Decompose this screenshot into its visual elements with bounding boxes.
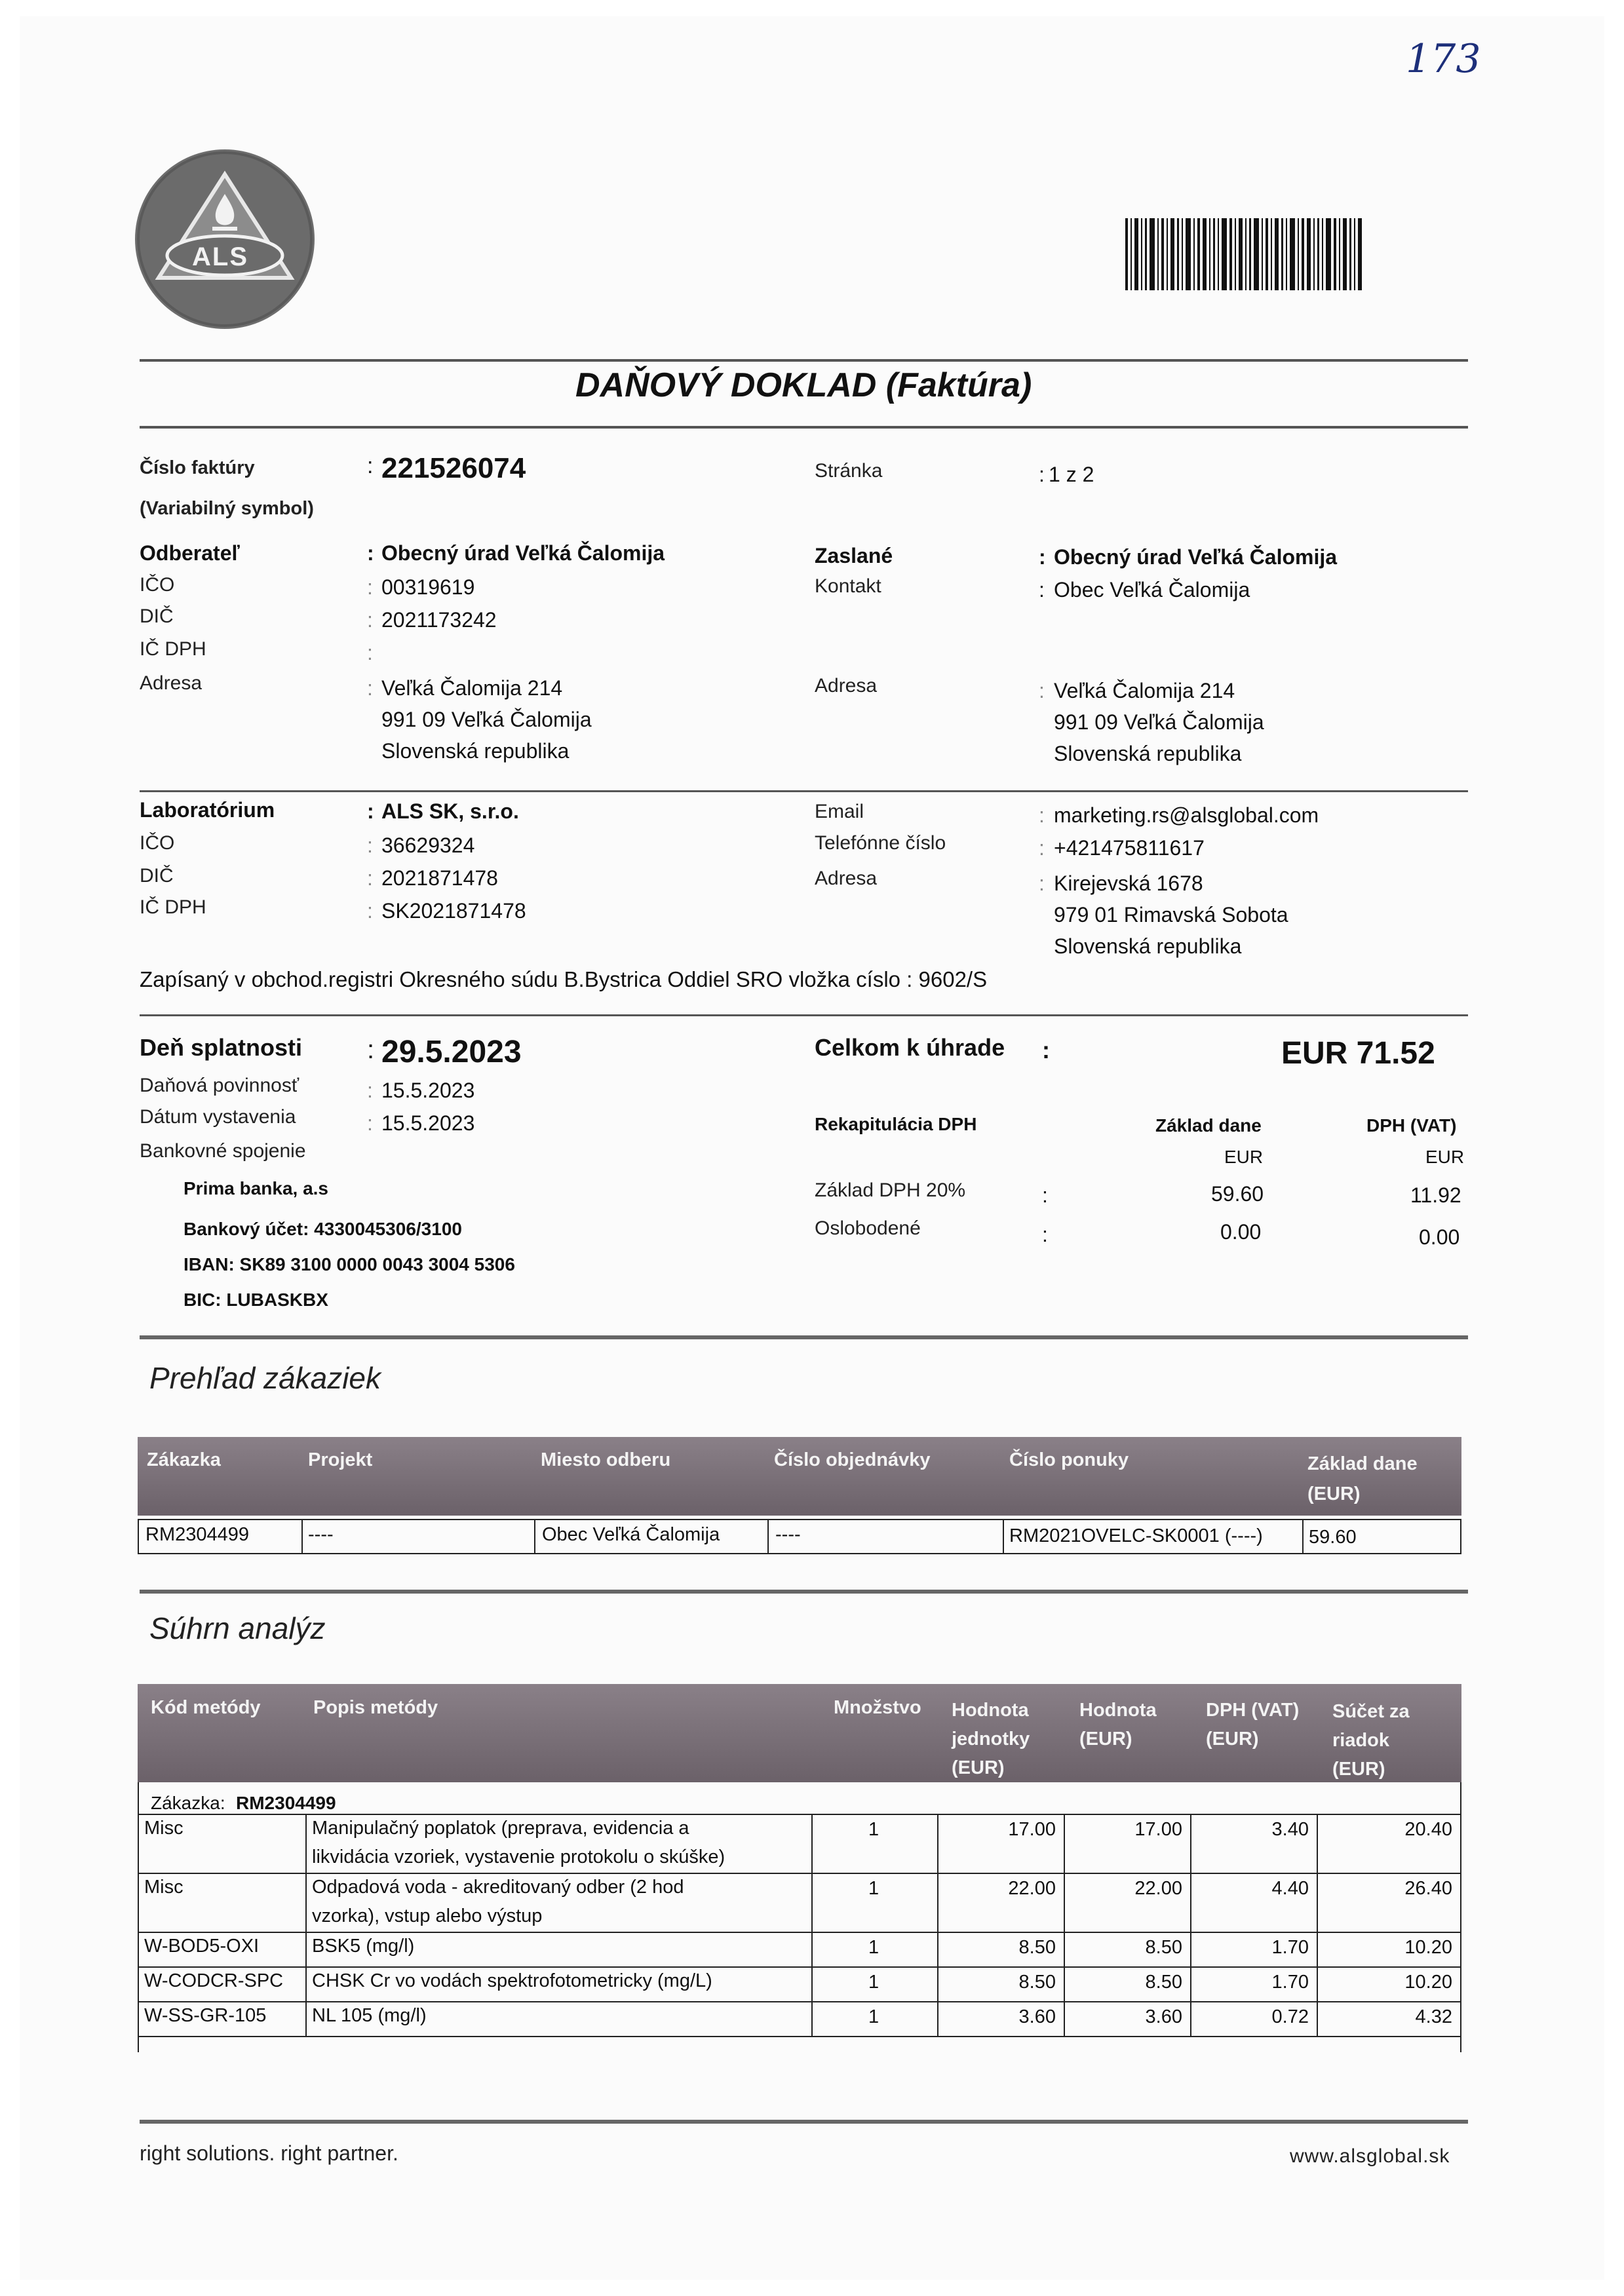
analyses-row-divider bbox=[305, 1814, 307, 1873]
customer-address-label: Adresa bbox=[140, 672, 203, 694]
analyses-header-desc: Popis metódy bbox=[313, 1697, 438, 1718]
lab-email-label: Email bbox=[815, 801, 864, 822]
barcode-bar bbox=[1334, 218, 1336, 290]
barcode-bar bbox=[1354, 218, 1355, 290]
lab-dic-colon: : bbox=[367, 866, 373, 890]
barcode-bar bbox=[1182, 218, 1183, 290]
tax-date-colon: : bbox=[367, 1079, 373, 1102]
issue-date-label: Dátum vystavenia bbox=[140, 1106, 296, 1128]
barcode-bar bbox=[1235, 218, 1236, 290]
lab-address-colon: : bbox=[1039, 871, 1045, 895]
footer-website[interactable]: www.alsglobal.sk bbox=[1290, 2145, 1450, 2167]
vat-amount-cell: 1.70 bbox=[1271, 1972, 1309, 1993]
als-logo bbox=[135, 149, 315, 329]
vat-row-label: Oslobodené bbox=[815, 1217, 921, 1239]
orders-section-title: Prehľad zákaziek bbox=[149, 1361, 381, 1395]
quantity-cell: 1 bbox=[868, 2006, 880, 2027]
sum-amount-cell: 26.40 bbox=[1404, 1878, 1452, 1899]
barcode-bar bbox=[1245, 218, 1247, 290]
vat-base-header: Základ dane bbox=[1155, 1115, 1262, 1136]
shipped-address-colon: : bbox=[1039, 679, 1045, 702]
vat-row-base: 0.00 bbox=[1220, 1220, 1262, 1244]
orders-section-rule bbox=[140, 1335, 1468, 1339]
customer-address-line: Slovenská republika bbox=[381, 739, 570, 763]
barcode-bar bbox=[1298, 218, 1299, 290]
method-desc-cell: likvidácia vzoriek, vystavenie protokolu o skúške) bbox=[312, 1846, 725, 1867]
method-code-cell: W-BOD5-OXI bbox=[144, 1936, 260, 1957]
lab-colon: : bbox=[367, 799, 374, 823]
analyses-row-divider bbox=[138, 1873, 139, 1932]
analyses-row-divider bbox=[1460, 1966, 1461, 2001]
shipped-contact-label: Kontakt bbox=[815, 575, 881, 597]
analyses-row-divider bbox=[138, 1932, 139, 1966]
customer-dic-label: DIČ bbox=[140, 605, 174, 627]
customer-address-line: 991 09 Veľká Čalomija bbox=[381, 708, 592, 731]
lab-icdph: SK2021871478 bbox=[381, 899, 526, 923]
analyses-row-top bbox=[138, 1966, 1461, 1968]
barcode bbox=[1125, 218, 1466, 290]
analyses-row-divider bbox=[811, 2001, 813, 2036]
barcode-bar bbox=[1286, 218, 1287, 290]
orders-header-cell: Miesto odberu bbox=[541, 1449, 671, 1470]
analyses-header-unit: Hodnota bbox=[952, 1700, 1029, 1721]
analyses-table-bottom bbox=[138, 2036, 1461, 2037]
vat-amount-cell: 0.72 bbox=[1271, 2006, 1309, 2027]
lab-icdph-label: IČ DPH bbox=[140, 896, 206, 918]
issue-date: 15.5.2023 bbox=[381, 1111, 475, 1135]
orders-row-top bbox=[138, 1519, 1461, 1520]
barcode-bar bbox=[1167, 218, 1168, 290]
analyses-header-unit: jednotky bbox=[952, 1729, 1030, 1750]
orders-header-cell: Základ dane bbox=[1307, 1453, 1418, 1474]
value-amount-cell: 3.60 bbox=[1145, 2006, 1182, 2027]
analyses-header-value: (EUR) bbox=[1079, 1729, 1132, 1750]
shipped-name: Obecný úrad Veľká Čalomija bbox=[1054, 545, 1338, 569]
lab-phone: +421475811617 bbox=[1054, 836, 1205, 860]
barcode-bar bbox=[1317, 218, 1319, 290]
vat-row-colon: : bbox=[1042, 1223, 1048, 1246]
customer-address-line: Veľká Čalomija 214 bbox=[381, 676, 563, 700]
barcode-bar bbox=[1290, 218, 1295, 290]
analyses-header-sum: Súčet za bbox=[1332, 1701, 1410, 1722]
analyses-row-divider bbox=[138, 1966, 139, 2001]
lab-label: Laboratórium bbox=[140, 798, 275, 822]
barcode-bar bbox=[1177, 218, 1179, 290]
method-desc-cell: BSK5 (mg/l) bbox=[312, 1936, 415, 1957]
order-base-cell: 59.60 bbox=[1309, 1527, 1357, 1548]
analyses-order-label: Zákazka: bbox=[151, 1793, 225, 1813]
method-code-cell: W-SS-GR-105 bbox=[144, 2005, 267, 2026]
vat-row-base: 59.60 bbox=[1211, 1182, 1264, 1206]
barcode-bar bbox=[1125, 218, 1128, 290]
vat-row-colon: : bbox=[1042, 1183, 1048, 1207]
shipped-label: Zaslané bbox=[815, 544, 893, 567]
title-bottom-rule bbox=[140, 426, 1468, 429]
shipped-address-label: Adresa bbox=[815, 675, 878, 697]
barcode-bar bbox=[1271, 218, 1272, 290]
value-amount-cell: 8.50 bbox=[1145, 1972, 1182, 1993]
shipped-address-line: 991 09 Veľká Čalomija bbox=[1054, 710, 1264, 734]
orders-row-bottom bbox=[138, 1553, 1461, 1554]
lab-phone-label: Telefónne číslo bbox=[815, 832, 946, 854]
lab-name: ALS SK, s.r.o. bbox=[381, 799, 519, 823]
orders-header-cell: Číslo objednávky bbox=[774, 1449, 931, 1470]
barcode-bar bbox=[1229, 218, 1232, 290]
barcode-bar bbox=[1157, 218, 1159, 290]
barcode-bar bbox=[1281, 218, 1283, 290]
barcode-bar bbox=[1170, 218, 1174, 290]
tax-date: 15.5.2023 bbox=[381, 1079, 475, 1102]
customer-icdph-label: IČ DPH bbox=[140, 638, 206, 660]
value-amount-cell: 22.00 bbox=[1134, 1878, 1182, 1899]
orders-row-divider bbox=[534, 1519, 535, 1554]
lab-ico-label: IČO bbox=[140, 832, 175, 854]
customer-address-colon: : bbox=[367, 676, 373, 700]
barcode-bar bbox=[1275, 218, 1279, 290]
vat-vat-currency: EUR bbox=[1425, 1147, 1465, 1167]
analyses-section-rule bbox=[140, 1590, 1468, 1594]
customer-ico-label: IČO bbox=[140, 574, 175, 596]
barcode-bar bbox=[1193, 218, 1195, 290]
shipped-contact: Obec Veľká Čalomija bbox=[1054, 578, 1250, 602]
customer-colon: : bbox=[367, 541, 374, 565]
analyses-row-top bbox=[138, 1814, 1461, 1815]
bank-name: Prima banka, a.s bbox=[184, 1178, 329, 1198]
method-desc-cell: vzorka), vstup alebo výstup bbox=[312, 1905, 543, 1926]
shipped-address-line: Slovenská republika bbox=[1054, 742, 1242, 765]
analyses-row-divider bbox=[305, 1873, 307, 1932]
shipped-address-line: Veľká Čalomija 214 bbox=[1054, 679, 1235, 702]
vat-row-label: Základ DPH 20% bbox=[815, 1179, 966, 1201]
customer-ico: 00319619 bbox=[381, 575, 475, 599]
lab-dic: 2021871478 bbox=[381, 866, 498, 890]
sum-amount-cell: 20.40 bbox=[1404, 1819, 1452, 1840]
barcode-bar bbox=[1302, 218, 1304, 290]
analyses-row-divider bbox=[811, 1814, 813, 1873]
value-amount-cell: 8.50 bbox=[1145, 1937, 1182, 1958]
document-title: DAŇOVÝ DOKLAD (Faktúra) bbox=[575, 366, 1032, 404]
quantity-cell: 1 bbox=[868, 1972, 880, 1993]
vat-amount-cell: 4.40 bbox=[1271, 1878, 1309, 1899]
invoice-number-colon: : bbox=[367, 453, 374, 478]
orders-row-divider bbox=[138, 1519, 139, 1554]
orders-row-divider bbox=[1003, 1519, 1004, 1554]
method-code-cell: Misc bbox=[144, 1877, 184, 1898]
analyses-order-id: RM2304499 bbox=[236, 1793, 336, 1813]
bank-label: Bankovné spojenie bbox=[140, 1140, 306, 1162]
lab-ico-colon: : bbox=[367, 833, 373, 857]
barcode-bar bbox=[1203, 218, 1207, 290]
vat-vat-header: DPH (VAT) bbox=[1366, 1115, 1457, 1136]
vat-row-vat: 11.92 bbox=[1410, 1183, 1461, 1207]
lab-address-line: 979 01 Rimavská Sobota bbox=[1054, 903, 1288, 927]
analyses-row-divider bbox=[811, 1966, 813, 2001]
total-colon: : bbox=[1042, 1037, 1050, 1063]
order-project-cell: ---- bbox=[308, 1524, 334, 1545]
orders-row-divider bbox=[1460, 1519, 1461, 1554]
lab-registry-note: Zapísaný v obchod.registri Okresného súdu B.Bystrica Oddiel SRO vložka císlo : 9602/S bbox=[140, 967, 988, 991]
lab-icdph-colon: : bbox=[367, 899, 373, 923]
quantity-cell: 1 bbox=[868, 1937, 880, 1958]
payment-section-rule bbox=[140, 1014, 1468, 1016]
orders-row-divider bbox=[301, 1519, 303, 1554]
barcode-bar bbox=[1358, 218, 1362, 290]
analyses-row-top bbox=[138, 1932, 1461, 1933]
vat-recap-title: Rekapitulácia DPH bbox=[815, 1114, 977, 1134]
vat-row-vat: 0.00 bbox=[1419, 1225, 1460, 1249]
total-amount: EUR 71.52 bbox=[1281, 1036, 1435, 1071]
barcode-bar bbox=[1266, 218, 1268, 290]
footer-slogan: right solutions. right partner. bbox=[140, 2141, 398, 2165]
analyses-row-divider bbox=[305, 2001, 307, 2036]
variable-symbol-label: (Variabilný symbol) bbox=[140, 498, 314, 519]
order-id-cell: RM2304499 bbox=[145, 1524, 249, 1545]
orders-row-divider bbox=[767, 1519, 769, 1554]
lab-dic-label: DIČ bbox=[140, 865, 174, 887]
lab-section-rule bbox=[140, 790, 1468, 792]
customer-icdph-colon: : bbox=[367, 641, 373, 664]
analyses-row-divider bbox=[1460, 1932, 1461, 1966]
quantity-cell: 1 bbox=[868, 1819, 880, 1840]
lab-address-line: Kirejevská 1678 bbox=[1054, 871, 1203, 895]
due-date: 29.5.2023 bbox=[381, 1035, 522, 1069]
barcode-bar bbox=[1213, 218, 1215, 290]
customer-dic: 2021173242 bbox=[381, 608, 497, 632]
invoice-number: 221526074 bbox=[381, 452, 526, 484]
order-quote-cell: RM2021OVELC-SK0001 (----) bbox=[1009, 1525, 1263, 1546]
lab-ico: 36629324 bbox=[381, 833, 475, 857]
lab-email-colon: : bbox=[1039, 803, 1045, 827]
sum-amount-cell: 4.32 bbox=[1415, 2006, 1452, 2027]
sum-amount-cell: 10.20 bbox=[1404, 1937, 1452, 1958]
vat-base-currency: EUR bbox=[1224, 1147, 1264, 1167]
method-code-cell: Misc bbox=[144, 1818, 184, 1839]
orders-header-cell: Zákazka bbox=[147, 1449, 221, 1470]
analyses-header-unit: (EUR) bbox=[952, 1757, 1005, 1778]
barcode-bar bbox=[1209, 218, 1210, 290]
unit-amount-cell: 8.50 bbox=[1018, 1972, 1056, 1993]
method-desc-cell: Manipulačný poplatok (preprava, evidencia a bbox=[312, 1818, 689, 1839]
analyses-row-divider bbox=[1460, 2001, 1461, 2036]
lab-email[interactable]: marketing.rs@alsglobal.com bbox=[1054, 803, 1319, 827]
analyses-header-qty: Množstvo bbox=[834, 1697, 921, 1718]
orders-row-divider bbox=[1302, 1519, 1304, 1554]
barcode-bar bbox=[1313, 218, 1315, 290]
customer-name: Obecný úrad Veľká Čalomija bbox=[381, 541, 665, 565]
method-code-cell: W-CODCR-SPC bbox=[144, 1970, 284, 1991]
due-date-label: Deň splatnosti bbox=[140, 1034, 303, 1061]
analyses-row-divider bbox=[305, 1932, 307, 1966]
logo-text: ALS bbox=[192, 242, 248, 271]
barcode-bar bbox=[1222, 218, 1227, 290]
analyses-row-divider bbox=[1460, 1873, 1461, 1932]
vat-amount-cell: 1.70 bbox=[1271, 1937, 1309, 1958]
barcode-bar bbox=[1254, 218, 1259, 290]
barcode-bar bbox=[1134, 218, 1138, 290]
analyses-row-divider bbox=[305, 1966, 307, 2001]
total-label: Celkom k úhrade bbox=[815, 1034, 1005, 1061]
vat-amount-cell: 3.40 bbox=[1271, 1819, 1309, 1840]
page-value: 1 z 2 bbox=[1049, 463, 1094, 486]
issue-date-colon: : bbox=[367, 1111, 373, 1135]
method-desc-cell: CHSK Cr vo vodách spektrofotometricky (mg/L) bbox=[312, 1970, 712, 1991]
page-colon: : bbox=[1039, 463, 1045, 486]
barcode-bar bbox=[1131, 218, 1132, 290]
barcode-bar bbox=[1197, 218, 1200, 290]
unit-amount-cell: 22.00 bbox=[1008, 1878, 1056, 1899]
analyses-row-divider bbox=[811, 1932, 813, 1966]
barcode-bar bbox=[1145, 218, 1147, 290]
customer-ico-colon: : bbox=[367, 575, 373, 599]
shipped-contact-colon: : bbox=[1039, 578, 1045, 602]
barcode-bar bbox=[1307, 218, 1311, 290]
bank-bic: BIC: LUBASKBX bbox=[184, 1290, 328, 1310]
orders-header-cell: (EUR) bbox=[1307, 1483, 1361, 1504]
barcode-bar bbox=[1161, 218, 1164, 290]
barcode-bar bbox=[1141, 218, 1142, 290]
handwritten-page-number: 173 bbox=[1406, 36, 1481, 82]
lab-address-label: Adresa bbox=[815, 868, 878, 889]
unit-amount-cell: 17.00 bbox=[1008, 1819, 1056, 1840]
analyses-row-top bbox=[138, 1873, 1461, 1874]
unit-amount-cell: 8.50 bbox=[1018, 1937, 1056, 1958]
barcode-bar bbox=[1326, 218, 1331, 290]
customer-dic-colon: : bbox=[367, 608, 373, 632]
method-desc-cell: Odpadová voda - akreditovaný odber (2 hod bbox=[312, 1877, 684, 1898]
title-top-rule bbox=[140, 359, 1468, 362]
orders-header-cell: Číslo ponuky bbox=[1009, 1449, 1129, 1470]
value-amount-cell: 17.00 bbox=[1134, 1819, 1182, 1840]
analyses-header-vat: DPH (VAT) bbox=[1206, 1700, 1300, 1721]
order-po-cell: ---- bbox=[775, 1524, 801, 1545]
analyses-row-divider bbox=[138, 2001, 139, 2036]
customer-label: Odberateľ bbox=[140, 541, 240, 565]
tax-date-label: Daňová povinnosť bbox=[140, 1075, 300, 1096]
barcode-bar bbox=[1262, 218, 1263, 290]
analyses-row-divider bbox=[1460, 1814, 1461, 1873]
barcode-bar bbox=[1239, 218, 1243, 290]
analyses-header-vat: (EUR) bbox=[1206, 1729, 1259, 1750]
bank-account: Bankový účet: 4330045306/3100 bbox=[184, 1219, 462, 1239]
analyses-header-sum: riadok bbox=[1332, 1730, 1390, 1751]
orders-table-header bbox=[138, 1437, 1461, 1516]
order-location-cell: Obec Veľká Čalomija bbox=[542, 1524, 720, 1545]
barcode-bar bbox=[1218, 218, 1219, 290]
due-date-colon: : bbox=[367, 1035, 375, 1064]
quantity-cell: 1 bbox=[868, 1878, 880, 1899]
barcode-bar bbox=[1349, 218, 1351, 290]
analyses-section-title: Súhrn analýz bbox=[149, 1611, 326, 1645]
lab-phone-colon: : bbox=[1039, 836, 1045, 860]
sum-amount-cell: 10.20 bbox=[1404, 1972, 1452, 1993]
footer-rule bbox=[140, 2120, 1468, 2124]
analyses-row-divider bbox=[138, 1814, 139, 1873]
analyses-row-top bbox=[138, 2001, 1461, 2002]
shipped-colon: : bbox=[1039, 545, 1046, 569]
unit-amount-cell: 3.60 bbox=[1018, 2006, 1056, 2027]
barcode-bar bbox=[1322, 218, 1323, 290]
method-desc-cell: NL 105 (mg/l) bbox=[312, 2005, 427, 2026]
barcode-bar bbox=[1150, 218, 1155, 290]
barcode-bar bbox=[1249, 218, 1251, 290]
analyses-header-code: Kód metódy bbox=[151, 1697, 261, 1718]
page-label: Stránka bbox=[815, 460, 883, 482]
barcode-bar bbox=[1339, 218, 1340, 290]
als-logo-mark bbox=[135, 149, 315, 329]
orders-header-cell: Projekt bbox=[308, 1449, 373, 1470]
analyses-header-sum: (EUR) bbox=[1332, 1759, 1385, 1780]
analyses-row-divider bbox=[811, 1873, 813, 1932]
barcode-bar bbox=[1343, 218, 1347, 290]
lab-address-line: Slovenská republika bbox=[1054, 934, 1242, 958]
analyses-header-value: Hodnota bbox=[1079, 1700, 1157, 1721]
invoice-number-label: Číslo faktúry bbox=[140, 457, 255, 478]
barcode-bar bbox=[1186, 218, 1191, 290]
bank-iban: IBAN: SK89 3100 0000 0043 3004 5306 bbox=[184, 1254, 515, 1274]
